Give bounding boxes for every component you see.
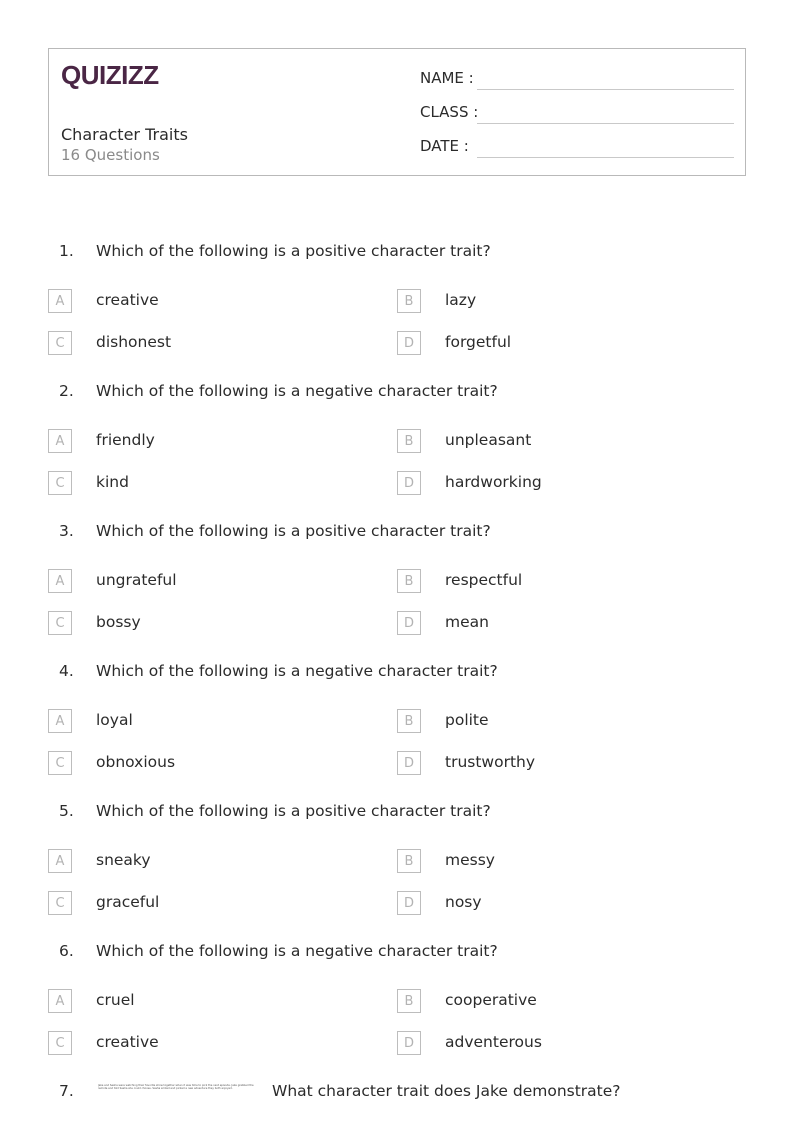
- option-letter-box[interactable]: D: [397, 471, 421, 495]
- option-text: unpleasant: [445, 431, 532, 449]
- class-line[interactable]: [477, 123, 734, 124]
- option-letter-box[interactable]: C: [48, 611, 72, 635]
- option-text: loyal: [96, 711, 133, 729]
- option-text: adventerous: [445, 1033, 542, 1051]
- option-text: graceful: [96, 893, 160, 911]
- question-7: [0, 1082, 794, 1106]
- question-3: [0, 522, 794, 652]
- option-letter-box[interactable]: B: [397, 289, 421, 313]
- name-label: NAME :: [420, 69, 474, 87]
- question-number: 2.: [59, 382, 74, 400]
- class-field[interactable]: [420, 103, 734, 127]
- option-letter-box[interactable]: D: [397, 331, 421, 355]
- option-letter-box[interactable]: D: [397, 611, 421, 635]
- name-field[interactable]: [420, 69, 734, 93]
- question-count: 16 Questions: [61, 146, 160, 164]
- option-text: forgetful: [445, 333, 512, 351]
- question-text: Which of the following is a negative character trait?: [96, 382, 498, 400]
- option-letter-box[interactable]: A: [48, 709, 72, 733]
- option-text: cruel: [96, 991, 135, 1009]
- passage-text: Jake and Sasha were watching their favorite show together when it was time to pick the next episode. Jake grabbed the remote and told Sasha she could choose. Sasha smiled and picked a new adventure they both enjoyed.: [98, 1084, 254, 1091]
- option-letter-box[interactable]: C: [48, 471, 72, 495]
- question-2: [0, 382, 794, 512]
- option-text: dishonest: [96, 333, 172, 351]
- option-text: sneaky: [96, 851, 151, 869]
- option-letter-box[interactable]: D: [397, 1031, 421, 1055]
- option-text: obnoxious: [96, 753, 176, 771]
- date-field[interactable]: [420, 137, 734, 161]
- question-4: [0, 662, 794, 792]
- option-text: messy: [445, 851, 495, 869]
- option-letter-box[interactable]: D: [397, 891, 421, 915]
- option-text: nosy: [445, 893, 482, 911]
- question-number: 6.: [59, 942, 74, 960]
- option-letter-box[interactable]: B: [397, 709, 421, 733]
- option-text: respectful: [445, 571, 523, 589]
- option-letter-box[interactable]: B: [397, 569, 421, 593]
- option-text: kind: [96, 473, 129, 491]
- question-number: 4.: [59, 662, 74, 680]
- worksheet-header: [48, 48, 746, 176]
- question-text: Which of the following is a negative character trait?: [96, 942, 498, 960]
- question-5: [0, 802, 794, 932]
- option-letter-box[interactable]: A: [48, 989, 72, 1013]
- question-1: [0, 242, 794, 372]
- question-text: Which of the following is a negative character trait?: [96, 662, 498, 680]
- option-text: polite: [445, 711, 489, 729]
- question-text: Which of the following is a positive character trait?: [96, 802, 491, 820]
- option-letter-box[interactable]: A: [48, 569, 72, 593]
- option-text: trustworthy: [445, 753, 536, 771]
- question-number: 3.: [59, 522, 74, 540]
- option-text: hardworking: [445, 473, 542, 491]
- date-line[interactable]: [477, 157, 734, 158]
- option-letter-box[interactable]: D: [397, 751, 421, 775]
- worksheet-title: Character Traits: [61, 125, 188, 144]
- date-label: DATE :: [420, 137, 469, 155]
- option-letter-box[interactable]: C: [48, 751, 72, 775]
- name-line[interactable]: [477, 89, 734, 90]
- option-text: lazy: [445, 291, 477, 309]
- option-text: ungrateful: [96, 571, 177, 589]
- option-text: creative: [96, 1033, 159, 1051]
- class-label: CLASS :: [420, 103, 479, 121]
- question-6: [0, 942, 794, 1072]
- option-letter-box[interactable]: C: [48, 331, 72, 355]
- option-text: creative: [96, 291, 159, 309]
- question-number: 7.: [59, 1082, 74, 1100]
- question-number: 5.: [59, 802, 74, 820]
- option-letter-box[interactable]: C: [48, 1031, 72, 1055]
- option-letter-box[interactable]: B: [397, 429, 421, 453]
- question-text: Which of the following is a positive character trait?: [96, 522, 491, 540]
- quizizz-logo: QUIZIZZ: [61, 60, 159, 90]
- option-letter-box[interactable]: A: [48, 849, 72, 873]
- question-number: 1.: [59, 242, 74, 260]
- option-letter-box[interactable]: C: [48, 891, 72, 915]
- option-letter-box[interactable]: B: [397, 849, 421, 873]
- option-text: mean: [445, 613, 489, 631]
- option-letter-box[interactable]: A: [48, 289, 72, 313]
- option-text: cooperative: [445, 991, 537, 1009]
- option-text: friendly: [96, 431, 155, 449]
- question-text: What character trait does Jake demonstrate?: [272, 1082, 621, 1100]
- option-letter-box[interactable]: A: [48, 429, 72, 453]
- option-letter-box[interactable]: B: [397, 989, 421, 1013]
- question-text: Which of the following is a positive character trait?: [96, 242, 491, 260]
- option-text: bossy: [96, 613, 141, 631]
